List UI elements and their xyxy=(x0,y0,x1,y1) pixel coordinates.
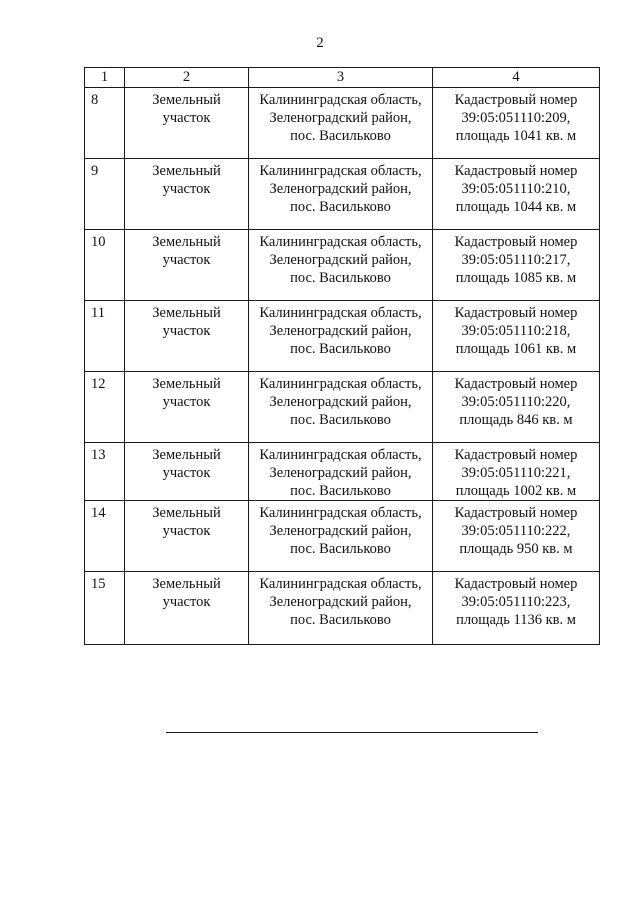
object-type-cell xyxy=(125,88,249,159)
address-cell xyxy=(249,230,433,301)
address-line: Зеленоградский район, xyxy=(269,594,412,610)
cadastre-line: 39:05:051110:223, xyxy=(461,594,571,610)
object-type-line: Земельный xyxy=(152,163,221,179)
column-header-4: 4 xyxy=(433,68,600,88)
cadastre-line: Кадастровый номер xyxy=(454,305,578,321)
row-number: 14 xyxy=(85,501,125,572)
cadastre-line: площадь 1002 кв. м xyxy=(455,483,577,499)
object-type-cell xyxy=(125,372,249,443)
address-cell xyxy=(249,301,433,372)
end-of-document-divider xyxy=(166,732,538,733)
column-header-3: 3 xyxy=(249,68,433,88)
cadastre-line: Кадастровый номер xyxy=(454,576,578,592)
address-line: пос. Васильково xyxy=(290,270,391,286)
object-type-cell xyxy=(125,159,249,230)
cadastre-line: площадь 1136 кв. м xyxy=(456,612,576,628)
address-cell xyxy=(249,88,433,159)
cadastre-cell xyxy=(433,88,600,159)
address-cell xyxy=(249,572,433,645)
address-line: Калининградская область, xyxy=(259,576,422,592)
address-line: Калининградская область, xyxy=(259,234,422,250)
row-number: 13 xyxy=(85,443,125,501)
object-type-line: Земельный xyxy=(152,505,221,521)
table-row xyxy=(85,301,600,372)
cadastre-line: 39:05:051110:222, xyxy=(461,523,571,539)
address-line: Калининградская область, xyxy=(259,163,422,179)
table-row xyxy=(85,230,600,301)
table-row xyxy=(85,88,600,159)
address-line: Зеленоградский район, xyxy=(269,323,412,339)
address-line: Калининградская область, xyxy=(259,505,422,521)
object-type-cell xyxy=(125,230,249,301)
address-line: Калининградская область, xyxy=(259,447,422,463)
row-number: 8 xyxy=(85,88,125,159)
object-type-line: участок xyxy=(162,465,211,481)
cadastre-line: Кадастровый номер xyxy=(454,447,578,463)
land-plots-table xyxy=(84,67,600,645)
cadastre-line: Кадастровый номер xyxy=(454,505,578,521)
object-type-cell xyxy=(125,572,249,645)
address-line: пос. Васильково xyxy=(290,612,391,628)
cadastre-line: Кадастровый номер xyxy=(454,163,578,179)
cadastre-line: площадь 1061 кв. м xyxy=(455,341,577,357)
object-type-line: участок xyxy=(162,181,211,197)
object-type-line: Земельный xyxy=(152,576,221,592)
cadastre-line: Кадастровый номер xyxy=(454,92,578,108)
object-type-line: участок xyxy=(162,594,211,610)
cadastre-cell xyxy=(433,501,600,572)
address-line: пос. Васильково xyxy=(290,412,391,428)
table-row xyxy=(85,572,600,645)
cadastre-line: 39:05:051110:220, xyxy=(461,394,571,410)
object-type-line: участок xyxy=(162,252,211,268)
address-line: пос. Васильково xyxy=(290,341,391,357)
address-line: Зеленоградский район, xyxy=(269,523,412,539)
object-type-line: Земельный xyxy=(152,447,221,463)
object-type-line: участок xyxy=(162,523,211,539)
object-type-cell xyxy=(125,501,249,572)
object-type-line: Земельный xyxy=(152,305,221,321)
cadastre-line: площадь 846 кв. м xyxy=(459,412,573,428)
table-row xyxy=(85,372,600,443)
row-number: 11 xyxy=(85,301,125,372)
address-line: Калининградская область, xyxy=(259,305,422,321)
address-line: пос. Васильково xyxy=(290,541,391,557)
object-type-line: Земельный xyxy=(152,92,221,108)
row-number: 10 xyxy=(85,230,125,301)
column-header-1: 1 xyxy=(85,68,125,88)
table-header-row xyxy=(85,68,600,88)
page-number: 2 xyxy=(316,35,324,51)
object-type-line: участок xyxy=(162,394,211,410)
object-type-cell xyxy=(125,301,249,372)
cadastre-line: площадь 1041 кв. м xyxy=(455,128,577,144)
table-row xyxy=(85,501,600,572)
address-cell xyxy=(249,159,433,230)
object-type-line: Земельный xyxy=(152,376,221,392)
cadastre-cell xyxy=(433,159,600,230)
address-cell xyxy=(249,501,433,572)
cadastre-line: площадь 950 кв. м xyxy=(459,541,573,557)
cadastre-line: 39:05:051110:218, xyxy=(461,323,571,339)
cadastre-line: площадь 1085 кв. м xyxy=(455,270,577,286)
object-type-line: Земельный xyxy=(152,234,221,250)
cadastre-line: 39:05:051110:210, xyxy=(461,181,571,197)
cadastre-cell xyxy=(433,301,600,372)
row-number: 9 xyxy=(85,159,125,230)
address-line: пос. Васильково xyxy=(290,483,391,499)
cadastre-cell xyxy=(433,372,600,443)
cadastre-cell xyxy=(433,230,600,301)
address-line: Зеленоградский район, xyxy=(269,394,412,410)
address-cell xyxy=(249,443,433,501)
cadastre-line: 39:05:051110:217, xyxy=(461,252,571,268)
table-body xyxy=(85,88,600,645)
column-header-2: 2 xyxy=(125,68,249,88)
cadastre-line: Кадастровый номер xyxy=(454,234,578,250)
row-number: 15 xyxy=(85,572,125,645)
object-type-cell xyxy=(125,443,249,501)
address-line: пос. Васильково xyxy=(290,128,391,144)
address-line: пос. Васильково xyxy=(290,199,391,215)
address-line: Калининградская область, xyxy=(259,376,422,392)
cadastre-line: площадь 1044 кв. м xyxy=(455,199,577,215)
table-row xyxy=(85,443,600,501)
address-cell xyxy=(249,372,433,443)
cadastre-cell xyxy=(433,572,600,645)
address-line: Зеленоградский район, xyxy=(269,465,412,481)
address-line: Зеленоградский район, xyxy=(269,252,412,268)
address-line: Зеленоградский район, xyxy=(269,181,412,197)
row-number: 12 xyxy=(85,372,125,443)
object-type-line: участок xyxy=(162,110,211,126)
cadastre-line: 39:05:051110:221, xyxy=(461,465,571,481)
cadastre-line: Кадастровый номер xyxy=(454,376,578,392)
object-type-line: участок xyxy=(162,323,211,339)
cadastre-line: 39:05:051110:209, xyxy=(461,110,571,126)
table-row xyxy=(85,159,600,230)
address-line: Калининградская область, xyxy=(259,92,422,108)
cadastre-cell xyxy=(433,443,600,501)
address-line: Зеленоградский район, xyxy=(269,110,412,126)
